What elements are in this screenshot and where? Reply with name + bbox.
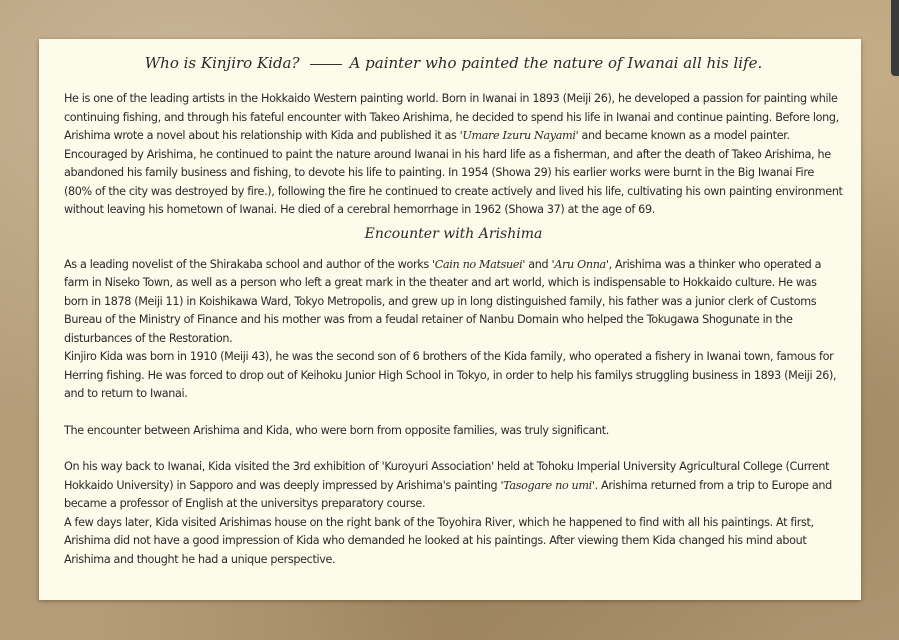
title-dash	[310, 64, 342, 65]
paragraph-kida: Kinjiro Kida was born in 1910 (Meiji 43), he was the second son of 6 brothers of the Kida family, who operated a fishery in Iwanai town, famous for Herring fishing. He was forced to drop out of Keihoku Junior High School in Tokyo, in order to help his familys struggling business in 1893 (Meiji 26), and to return to Iwanai.	[64, 350, 837, 400]
scrollbar-thumb[interactable]	[891, 0, 899, 76]
novel-title: Umare Izuru Nayami	[462, 129, 576, 142]
page-title	[64, 51, 843, 75]
p1-text-b: and	[525, 257, 552, 271]
paragraph-visit: A few days later, Kida visited Arishimas house on the right bank of the Toyohira River, which he happened to find with all his paintings. At first, Arishima did not have a good impression of Kida who demanded he looked at his paintings. After viewing them Kida changed his mind about Arishima and thought he had a unique perspective.	[64, 515, 814, 566]
p1-text-a: As a leading novelist of the Shirakaba school and author of the works	[64, 257, 433, 271]
spacer	[64, 404, 843, 422]
section-heading: Encounter with Arishima	[364, 225, 543, 242]
title-main: Who is Kinjiro Kida?	[144, 54, 300, 72]
intro-text-after: and became known as a model painter. Encouraged by Arishima, he continued to paint the nature around Iwanai in his hard life as a fisherman, and after the death of Takeo Arishima, he abandoned his family business and fishing, to devote his life to painting. In 1954 (Showa 29) his earlier works were burnt in the Big Iwanai Fire (80% of the city was destroyed by fire.), following the fire he continued to create actively and lived his life, cultivating his own painting environment without leaving his hometown of Iwanai. He died of a cerebral hemorrhage in 1962 (Showa 37) at the age of 69.	[64, 129, 843, 216]
p4-text-b: . Arishima returned from a trip to Europe and became a professor of English at the universitys preparatory course.	[64, 478, 832, 510]
content-panel	[39, 39, 861, 600]
paragraph-arishima: As a leading novelist of the Shirakaba school and author of the works 'Cain no Matsuei' and 'Aru Onna', Arishima was a thinker who operated a farm in Niseko Town, as well as a person who left a great mark in the theater and art world, which is indispensable to Hokkaido culture. He was born in 1878 (Meiji 11) in Koishikawa Ward, Tokyo Metropolis, and grew up in long distinguished family, his father was a junior clerk of Customs Bureau of the Ministry of Finance and his mother was from a feudal retainer of Nanbu Domain who helped the Tokugawa Shogunate in the disturbances of the Restoration.	[64, 257, 822, 345]
spacer	[64, 440, 843, 458]
p1-text-c: , Arishima was a thinker who operated a farm in Niseko Town, as well as a person who left a great mark in the theater and art world, which is indispensable to Hokkaido culture. He was born in 1878 (Meiji 11) in Koishikawa Ward, Tokyo Metropolis, and grew up in long distinguished family, his father was a junior clerk of Customs Bureau of the Ministry of Finance and his mother was from a feudal retainer of Nanbu Domain who helped the Tokugawa Shogunate in the disturbances of the Restoration.	[64, 257, 822, 345]
paragraph-exhibition	[64, 458, 843, 514]
title-sub: A painter who painted the nature of Iwanai all his life.	[349, 54, 763, 72]
work-title-2: Aru Onna	[554, 257, 606, 271]
work-title-1: Cain no Matsuei	[434, 257, 523, 271]
paragraph-encounter: The encounter between Arishima and Kida, who were born from opposite families, was truly significant.	[64, 423, 609, 437]
intro-text: He is one of the leading artists in the Hokkaido Western painting world. Born in Iwanai in 1893 (Meiji 26), he developed a passion for painting while continuing fishing, and through his fateful encounter with Takeo Arishima, he decided to spend his life in Iwanai and continue painting. Before long, Arishima wrote a novel about his relationship with Kida and published it as	[64, 92, 839, 142]
intro-paragraph: He is one of the leading artists in the Hokkaido Western painting world. Born in Iwanai in 1893 (Meiji 26), he developed a passion for painting while continuing fishing, and through his fateful encounter with Takeo Arishima, he decided to spend his life in Iwanai and continue painting. Before long, Arishima wrote a novel about his relationship with Kida and published it as 'Umare Izuru Nayami' and became known as a model painter. Encouraged by Arishima, he continued to paint the nature around Iwanai in his hard life as a fisherman, and after the death of Takeo Arishima, he abandoned his family business and fishing, to devote his life to painting. In 1954 (Showa 29) his earlier works were burnt in the Big Iwanai Fire (80% of the city was destroyed by fire.), following the fire he continued to create actively and lived his life, cultivating his own painting environment without leaving his hometown of Iwanai. He died of a cerebral hemorrhage in 1962 (Showa 37) at the age of 69.	[64, 92, 843, 216]
painting-title: 'Tasogare no umi'	[500, 478, 595, 492]
p4-text-a: On his way back to Iwanai, Kida visited the 3rd exhibition of 'Kuroyuri Association' held at Tohoku Imperial University Agricultural College (Current Hokkaido University) in Sapporo and was deeply impressed by Arishima's painting	[64, 460, 830, 492]
